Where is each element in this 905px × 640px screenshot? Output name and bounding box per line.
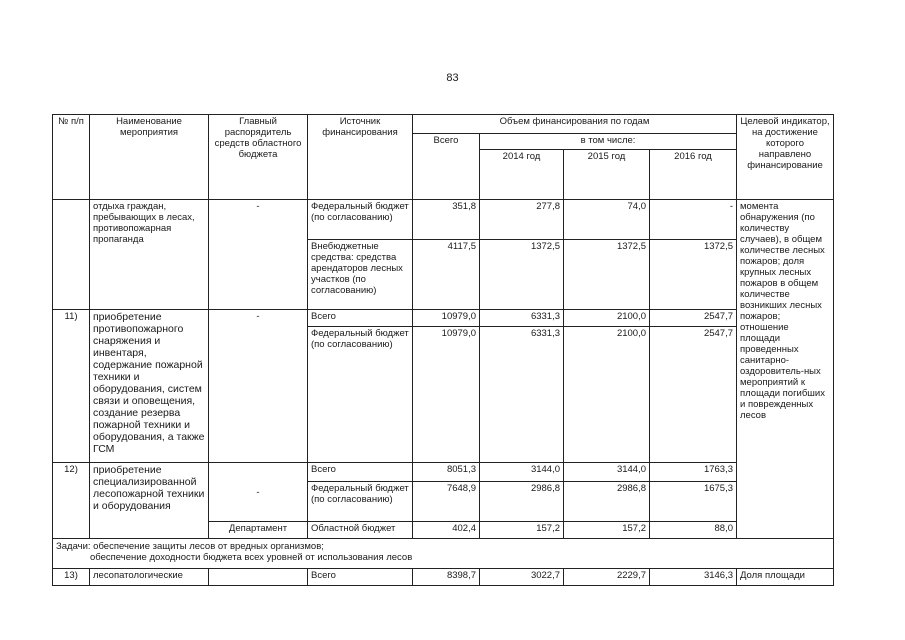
row13-indicator: Доля площади bbox=[737, 569, 834, 586]
row12-total-1: 8051,3 bbox=[413, 463, 480, 482]
header-manager: Главный распорядитель средств областного бюджета bbox=[209, 115, 308, 200]
row11-total-2: 10979,0 bbox=[413, 327, 480, 463]
cont-total-2: 4117,5 bbox=[413, 240, 480, 310]
row12-num: 12) bbox=[53, 463, 90, 539]
row11-total-1: 10979,0 bbox=[413, 310, 480, 327]
row12-manager: - bbox=[209, 463, 308, 522]
row12-2016-3: 88,0 bbox=[650, 522, 737, 539]
cont-manager: - bbox=[209, 200, 308, 310]
row11-2015-2: 2100,0 bbox=[564, 327, 650, 463]
row12-manager-2: Департамент bbox=[209, 522, 308, 539]
header-name: Наименование мероприятия bbox=[90, 115, 209, 200]
cont-total-1: 351,8 bbox=[413, 200, 480, 240]
row12-2015-1: 3144,0 bbox=[564, 463, 650, 482]
row11-2016-2: 2547,7 bbox=[650, 327, 737, 463]
header-volume: Объем финансирования по годам bbox=[413, 115, 737, 134]
cont-2014-1: 277,8 bbox=[480, 200, 564, 240]
row12-total-2: 7648,9 bbox=[413, 482, 480, 522]
row11-num: 11) bbox=[53, 310, 90, 463]
row11-2016-1: 2547,7 bbox=[650, 310, 737, 327]
financing-table bbox=[52, 114, 834, 586]
cont-source-1: Федеральный бюджет (по согласованию) bbox=[308, 200, 413, 240]
cont-source-2: Внебюджетные средства: средства арендаторов лесных участков (по согласованию) bbox=[308, 240, 413, 310]
row12-2014-1: 3144,0 bbox=[480, 463, 564, 482]
header-2016: 2016 год bbox=[650, 150, 737, 200]
row11-2014-2: 6331,3 bbox=[480, 327, 564, 463]
row11-manager: - bbox=[209, 310, 308, 463]
cont-2015-2: 1372,5 bbox=[564, 240, 650, 310]
header-source: Источник финансирования bbox=[308, 115, 413, 200]
page-number: 83 bbox=[446, 72, 459, 84]
row11-2015-1: 2100,0 bbox=[564, 310, 650, 327]
header-including: в том числе: bbox=[480, 134, 737, 150]
header-total: Всего bbox=[413, 134, 480, 200]
cont-2016-2: 1372,5 bbox=[650, 240, 737, 310]
tasks-line-1: Задачи: обеспечение защиты лесов от вредных организмов; bbox=[56, 541, 324, 552]
cont-num bbox=[53, 200, 90, 310]
tasks-row bbox=[53, 539, 834, 569]
row13-2016: 3146,3 bbox=[650, 569, 737, 586]
header-indicator: Целевой индикатор, на достижение которого направлено финансирование bbox=[737, 115, 834, 200]
row12-2014-2: 2986,8 bbox=[480, 482, 564, 522]
row12-name: приобретение специализированной лесопожарной техники и оборудования bbox=[90, 463, 209, 539]
row12-source-3: Областной бюджет bbox=[308, 522, 413, 539]
cont-2014-2: 1372,5 bbox=[480, 240, 564, 310]
row13-2014: 3022,7 bbox=[480, 569, 564, 586]
row12-total-3: 402,4 bbox=[413, 522, 480, 539]
tasks-line-2: обеспечение доходности бюджета всех уровней от использования лесов bbox=[90, 552, 413, 563]
row11-name: приобретение противопожарного снаряжения и инвентаря, содержание пожарной техники и оборудования, систем связи и оповещения, создание резерва пожарной техники и оборудования, а также ГСМ bbox=[90, 310, 209, 463]
row12-2016-2: 1675,3 bbox=[650, 482, 737, 522]
row11-2014-1: 6331,3 bbox=[480, 310, 564, 327]
row13-name: лесопатологические bbox=[90, 569, 209, 586]
row11-source-2: Федеральный бюджет (по согласованию) bbox=[308, 327, 413, 463]
row13-manager bbox=[209, 569, 308, 586]
row12-2014-3: 157,2 bbox=[480, 522, 564, 539]
row13-source: Всего bbox=[308, 569, 413, 586]
header-num: № п/п bbox=[53, 115, 90, 200]
cont-2015-1: 74,0 bbox=[564, 200, 650, 240]
cont-name: отдыха граждан, пребывающих в лесах, противопожарная пропаганда bbox=[90, 200, 209, 310]
row13-2015: 2229,7 bbox=[564, 569, 650, 586]
row11-source-1: Всего bbox=[308, 310, 413, 327]
row12-source-1: Всего bbox=[308, 463, 413, 482]
row13-num: 13) bbox=[53, 569, 90, 586]
row12-2015-3: 157,2 bbox=[564, 522, 650, 539]
header-2015: 2015 год bbox=[564, 150, 650, 200]
row12-2016-1: 1763,3 bbox=[650, 463, 737, 482]
cont-2016-1: - bbox=[650, 200, 737, 240]
header-2014: 2014 год bbox=[480, 150, 564, 200]
row12-2015-2: 2986,8 bbox=[564, 482, 650, 522]
row12-source-2: Федеральный бюджет (по согласованию) bbox=[308, 482, 413, 522]
indicator-text: момента обнаружения (по количеству случаев), в общем количестве лесных пожаров; доля крупных лесных пожаров в общем количестве возникших лесных пожаров; отношение площади проведенных санитарно-оздоровитель-ных мероприятий к площади погибших и поврежденных лесов bbox=[737, 200, 834, 539]
row13-total: 8398,7 bbox=[413, 569, 480, 586]
